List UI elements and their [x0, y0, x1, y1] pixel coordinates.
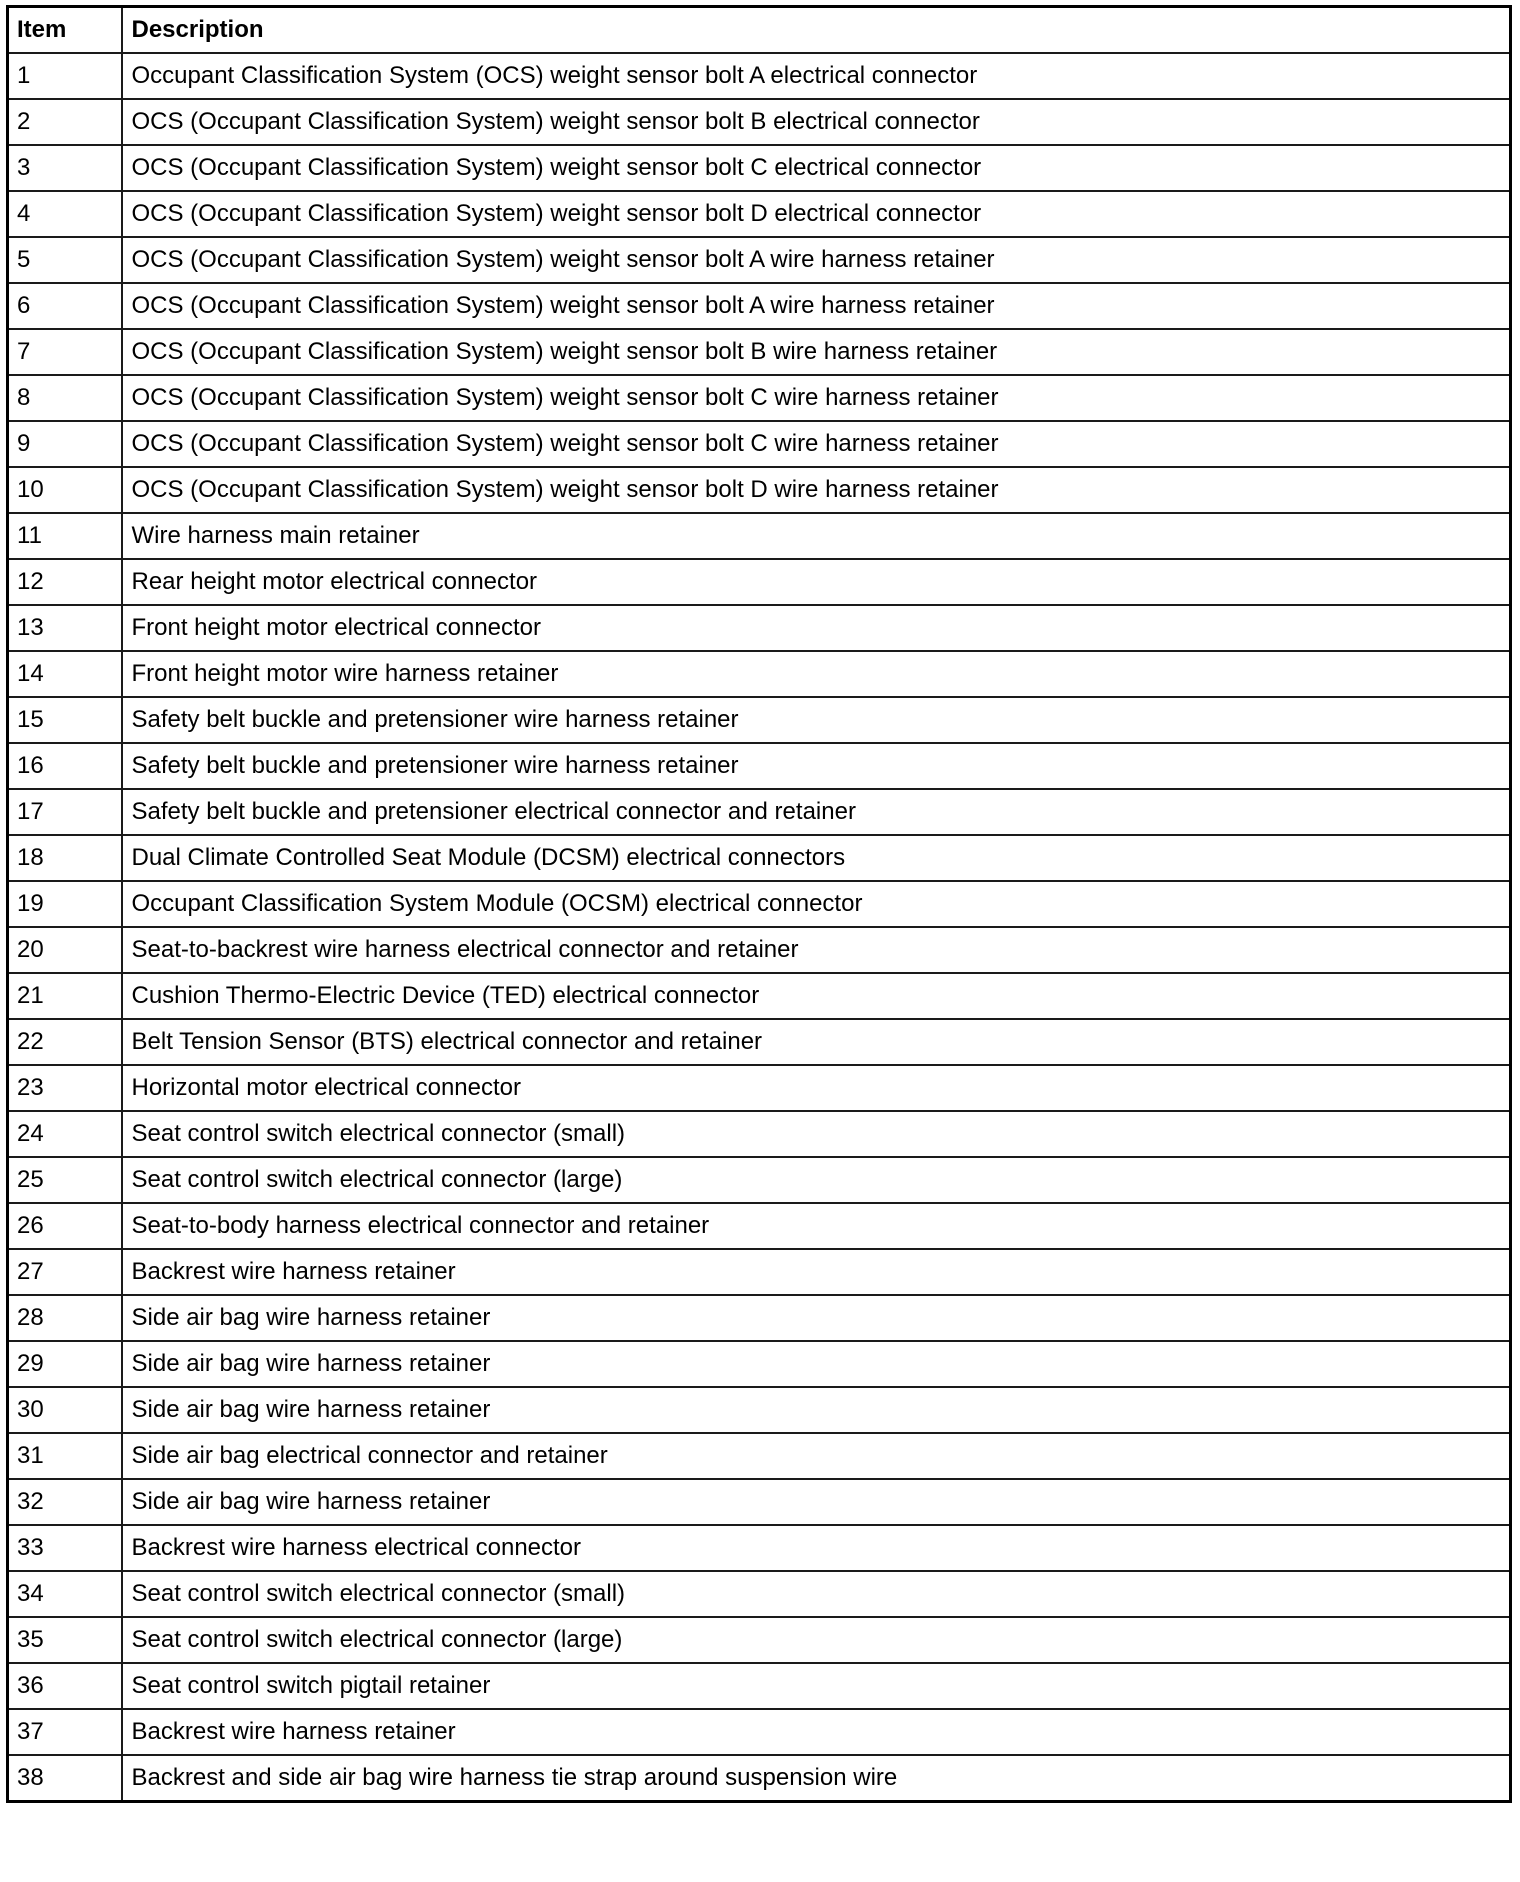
description-cell: OCS (Occupant Classification System) weight sensor bolt C wire harness retainer	[122, 421, 1511, 467]
table-row	[8, 605, 1511, 651]
item-number-cell: 25	[8, 1157, 122, 1203]
description-cell: Safety belt buckle and pretensioner wire harness retainer	[122, 743, 1511, 789]
table-row	[8, 1663, 1511, 1709]
item-number-cell: 1	[8, 53, 122, 99]
description-cell: Horizontal motor electrical connector	[122, 1065, 1511, 1111]
item-number-cell: 37	[8, 1709, 122, 1755]
description-cell: Backrest and side air bag wire harness tie strap around suspension wire	[122, 1755, 1511, 1802]
item-number-cell: 29	[8, 1341, 122, 1387]
item-number-cell: 7	[8, 329, 122, 375]
description-cell: Seat-to-backrest wire harness electrical connector and retainer	[122, 927, 1511, 973]
table-row	[8, 191, 1511, 237]
item-number-cell: 34	[8, 1571, 122, 1617]
table-row	[8, 1387, 1511, 1433]
item-description-table	[6, 5, 1512, 1803]
item-number-cell: 38	[8, 1755, 122, 1802]
item-number-cell: 3	[8, 145, 122, 191]
table-row	[8, 1203, 1511, 1249]
item-number-cell: 6	[8, 283, 122, 329]
item-number-cell: 12	[8, 559, 122, 605]
description-cell: OCS (Occupant Classification System) weight sensor bolt B wire harness retainer	[122, 329, 1511, 375]
item-number-cell: 10	[8, 467, 122, 513]
table-row	[8, 559, 1511, 605]
description-cell: Seat-to-body harness electrical connector and retainer	[122, 1203, 1511, 1249]
table-row	[8, 1479, 1511, 1525]
description-cell: OCS (Occupant Classification System) weight sensor bolt D wire harness retainer	[122, 467, 1511, 513]
description-cell: Cushion Thermo-Electric Device (TED) electrical connector	[122, 973, 1511, 1019]
description-cell: Front height motor wire harness retainer	[122, 651, 1511, 697]
table-row	[8, 329, 1511, 375]
item-number-cell: 5	[8, 237, 122, 283]
description-cell: OCS (Occupant Classification System) weight sensor bolt A wire harness retainer	[122, 283, 1511, 329]
table-row	[8, 1571, 1511, 1617]
table-row	[8, 1341, 1511, 1387]
item-number-cell: 9	[8, 421, 122, 467]
table-row	[8, 1617, 1511, 1663]
item-number-cell: 30	[8, 1387, 122, 1433]
description-cell: Side air bag wire harness retainer	[122, 1341, 1511, 1387]
description-cell: Side air bag electrical connector and retainer	[122, 1433, 1511, 1479]
item-number-cell: 22	[8, 1019, 122, 1065]
table-row	[8, 1709, 1511, 1755]
description-cell: OCS (Occupant Classification System) weight sensor bolt C wire harness retainer	[122, 375, 1511, 421]
item-number-cell: 8	[8, 375, 122, 421]
description-cell: OCS (Occupant Classification System) weight sensor bolt D electrical connector	[122, 191, 1511, 237]
table-row	[8, 99, 1511, 145]
item-number-cell: 4	[8, 191, 122, 237]
item-number-cell: 36	[8, 1663, 122, 1709]
table-row	[8, 1111, 1511, 1157]
item-number-cell: 23	[8, 1065, 122, 1111]
table-row	[8, 375, 1511, 421]
table-row	[8, 973, 1511, 1019]
description-cell: OCS (Occupant Classification System) weight sensor bolt A wire harness retainer	[122, 237, 1511, 283]
table-row	[8, 513, 1511, 559]
item-number-cell: 27	[8, 1249, 122, 1295]
item-number-cell: 11	[8, 513, 122, 559]
item-number-cell: 17	[8, 789, 122, 835]
description-cell: Occupant Classification System Module (OCSM) electrical connector	[122, 881, 1511, 927]
description-cell: Backrest wire harness electrical connector	[122, 1525, 1511, 1571]
table-body	[8, 53, 1511, 1802]
description-cell: Seat control switch pigtail retainer	[122, 1663, 1511, 1709]
table-row	[8, 421, 1511, 467]
table-row	[8, 789, 1511, 835]
table-row	[8, 1295, 1511, 1341]
item-number-cell: 33	[8, 1525, 122, 1571]
column-header-description: Description	[122, 7, 1511, 54]
item-number-cell: 16	[8, 743, 122, 789]
table-header	[8, 7, 1511, 54]
table-row	[8, 53, 1511, 99]
item-number-cell: 13	[8, 605, 122, 651]
description-cell: Occupant Classification System (OCS) weight sensor bolt A electrical connector	[122, 53, 1511, 99]
description-cell: Dual Climate Controlled Seat Module (DCSM) electrical connectors	[122, 835, 1511, 881]
description-cell: Seat control switch electrical connector (small)	[122, 1571, 1511, 1617]
table-row	[8, 1525, 1511, 1571]
table-row	[8, 1065, 1511, 1111]
description-cell: Seat control switch electrical connector (large)	[122, 1617, 1511, 1663]
table-row	[8, 283, 1511, 329]
table-row	[8, 881, 1511, 927]
description-cell: Seat control switch electrical connector (large)	[122, 1157, 1511, 1203]
item-number-cell: 20	[8, 927, 122, 973]
item-number-cell: 24	[8, 1111, 122, 1157]
column-header-item: Item	[8, 7, 122, 54]
description-cell: Wire harness main retainer	[122, 513, 1511, 559]
item-number-cell: 14	[8, 651, 122, 697]
description-cell: Backrest wire harness retainer	[122, 1249, 1511, 1295]
description-cell: Side air bag wire harness retainer	[122, 1479, 1511, 1525]
description-cell: Seat control switch electrical connector (small)	[122, 1111, 1511, 1157]
item-number-cell: 19	[8, 881, 122, 927]
table-row	[8, 145, 1511, 191]
table-row	[8, 835, 1511, 881]
table-row	[8, 237, 1511, 283]
description-cell: Belt Tension Sensor (BTS) electrical connector and retainer	[122, 1019, 1511, 1065]
table-row	[8, 1755, 1511, 1802]
table-row	[8, 1433, 1511, 1479]
description-cell: Front height motor electrical connector	[122, 605, 1511, 651]
table-row	[8, 1249, 1511, 1295]
description-cell: OCS (Occupant Classification System) weight sensor bolt C electrical connector	[122, 145, 1511, 191]
item-description-table-container	[6, 5, 1512, 1803]
description-cell: OCS (Occupant Classification System) weight sensor bolt B electrical connector	[122, 99, 1511, 145]
item-number-cell: 32	[8, 1479, 122, 1525]
description-cell: Safety belt buckle and pretensioner electrical connector and retainer	[122, 789, 1511, 835]
description-cell: Safety belt buckle and pretensioner wire harness retainer	[122, 697, 1511, 743]
header-row	[8, 7, 1511, 54]
item-number-cell: 35	[8, 1617, 122, 1663]
description-cell: Backrest wire harness retainer	[122, 1709, 1511, 1755]
item-number-cell: 2	[8, 99, 122, 145]
description-cell: Side air bag wire harness retainer	[122, 1387, 1511, 1433]
table-row	[8, 651, 1511, 697]
table-row	[8, 697, 1511, 743]
table-row	[8, 1157, 1511, 1203]
table-row	[8, 467, 1511, 513]
item-number-cell: 21	[8, 973, 122, 1019]
item-number-cell: 31	[8, 1433, 122, 1479]
table-row	[8, 1019, 1511, 1065]
item-number-cell: 26	[8, 1203, 122, 1249]
table-row	[8, 743, 1511, 789]
description-cell: Side air bag wire harness retainer	[122, 1295, 1511, 1341]
item-number-cell: 15	[8, 697, 122, 743]
description-cell: Rear height motor electrical connector	[122, 559, 1511, 605]
item-number-cell: 18	[8, 835, 122, 881]
item-number-cell: 28	[8, 1295, 122, 1341]
table-row	[8, 927, 1511, 973]
